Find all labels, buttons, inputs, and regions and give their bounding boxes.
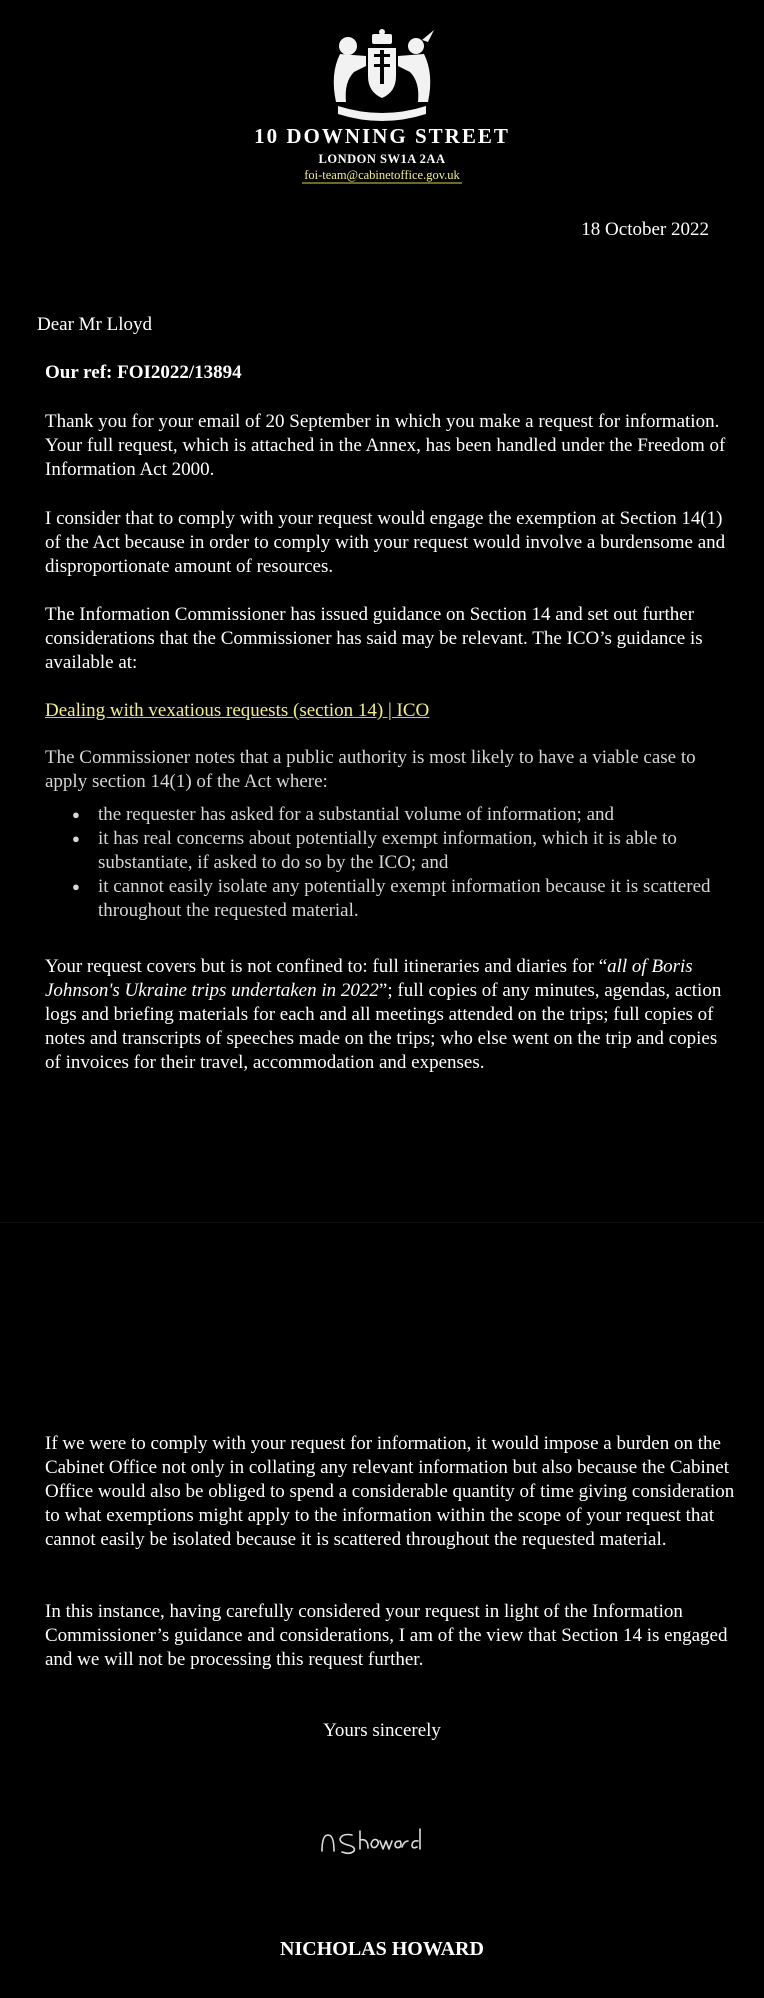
closing: Yours sincerely <box>323 1720 441 1741</box>
royal-coat-of-arms-icon <box>318 28 446 128</box>
criteria-list <box>60 803 720 923</box>
paragraph-burden: If we were to comply with your request for information, it would impose a burden on the Cabinet Office not only in collating any relevant information but also because the Cabinet Office would also be obliged to spend a considerable quantity of time giving consideration to what exemptions might apply to the information within the scope of your request that cannot easily be isolated because it is scattered throughout the requested material. <box>45 1433 735 1550</box>
letterhead-title: 10 DOWNING STREET <box>254 124 510 148</box>
ico-guidance-link-container <box>45 699 735 723</box>
letterhead-email <box>0 168 764 183</box>
paragraph-ico-guidance: The Information Commissioner has issued guidance on Section 14 and set out further considerations that the Commissioner has said may be relevant. The ICO’s guidance is available at: <box>45 604 703 673</box>
paragraph-request-scope <box>45 955 735 1075</box>
list-item: ● the requester has asked for a substantial volume of information; and <box>60 803 720 827</box>
reference-number: Our ref: FOI2022/13894 <box>45 362 242 383</box>
email-link[interactable]: foi-team@cabinetoffice.gov.uk <box>304 168 460 182</box>
list-item: ● it cannot easily isolate any potentially exempt information because it is scattered throughout the requested material. <box>60 875 720 923</box>
letterhead-address: LONDON SW1A 2AA <box>318 152 446 166</box>
paragraph-exemption: I consider that to comply with your request would engage the exemption at Section 14(1) of the Act because in order to comply with your request would involve a burdensome and disproportionate amount of resources. <box>45 508 726 577</box>
salutation: Dear Mr Lloyd <box>37 314 153 335</box>
ico-guidance-link[interactable]: Dealing with vexatious requests (section 14) | ICO <box>45 700 430 721</box>
letter-date: 18 October 2022 <box>581 219 709 240</box>
request-scope-text-start: Your request covers but is not confined to: full itineraries and diaries for “ <box>45 956 608 977</box>
signatory-name: NICHOLAS HOWARD <box>280 1938 484 1960</box>
handwritten-signature <box>318 1823 438 1855</box>
page-break-divider <box>0 1222 764 1223</box>
quoted-request: all of Boris Johnson's Ukraine trips undertaken in 2022 <box>45 956 693 1001</box>
paragraph-conclusion: In this instance, having carefully considered your request in light of the Information Commissioner’s guidance and considerations, I am of the view that Section 14 is engaged and we will not be processing this request further. <box>45 1601 728 1670</box>
request-scope-text-end: ”; full copies of any minutes, agendas, action logs and briefing materials for each and all meetings attended on the trips; full copies of notes and transcripts of speeches made on the trips; who else went on the trip and copies of invoices for their travel, accommodation and expenses. <box>45 980 722 1073</box>
paragraph-commissioner-notes: The Commissioner notes that a public authority is most likely to have a viable case to apply section 14(1) of the Act where: <box>45 747 696 792</box>
list-item: ● it has real concerns about potentially exempt information, which it is able to substantiate, if asked to do so by the ICO; and <box>60 827 720 875</box>
paragraph-acknowledgement: Thank you for your email of 20 September in which you make a request for information. Your full request, which is attached in the Annex, has been handled under the Freedom of Information Act 2000. <box>45 411 726 480</box>
